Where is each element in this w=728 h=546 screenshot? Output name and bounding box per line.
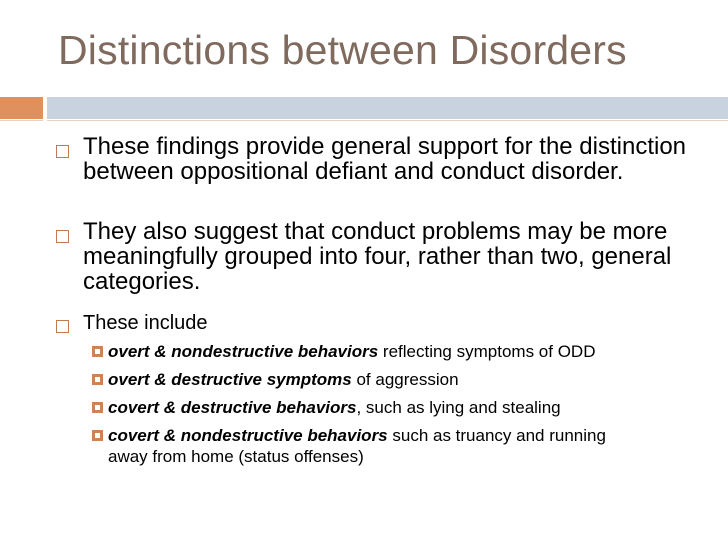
square-bullet-icon [92,402,103,413]
title-accent-bar-orange [0,97,43,119]
emphasis-text: overt & destructive symptoms [108,370,352,389]
square-bullet-icon [56,320,69,333]
square-bullet-icon [56,145,69,158]
sub-bullet-text: such as truancy and running away from home (status offenses) [108,426,606,466]
bullet-text: They also suggest that conduct problems may be more meaningfully grouped into four, rather than two, general categories. [83,218,672,295]
sub-bullet-text: , such as lying and stealing [356,398,561,417]
square-bullet-icon [92,346,103,357]
bullet-text: These include [83,312,208,334]
divider-line [0,120,43,121]
emphasis-text: overt & nondestructive behaviors [108,342,379,361]
slide-title: Distinctions between Disorders [58,27,627,73]
title-accent-bar-blue [47,97,728,119]
bullet-text: These findings provide general support for the distinction between oppositional defiant and conduct disorder. [83,133,687,185]
square-bullet-icon [92,374,103,385]
emphasis-text: covert & nondestructive behaviors [108,426,388,445]
divider-line [47,120,728,121]
emphasis-text: covert & destructive behaviors [108,398,357,417]
square-bullet-icon [92,430,103,441]
sub-bullet-text: reflecting symptoms of ODD [378,342,596,361]
sub-bullet-text: of aggression [351,370,459,389]
square-bullet-icon [56,230,69,243]
